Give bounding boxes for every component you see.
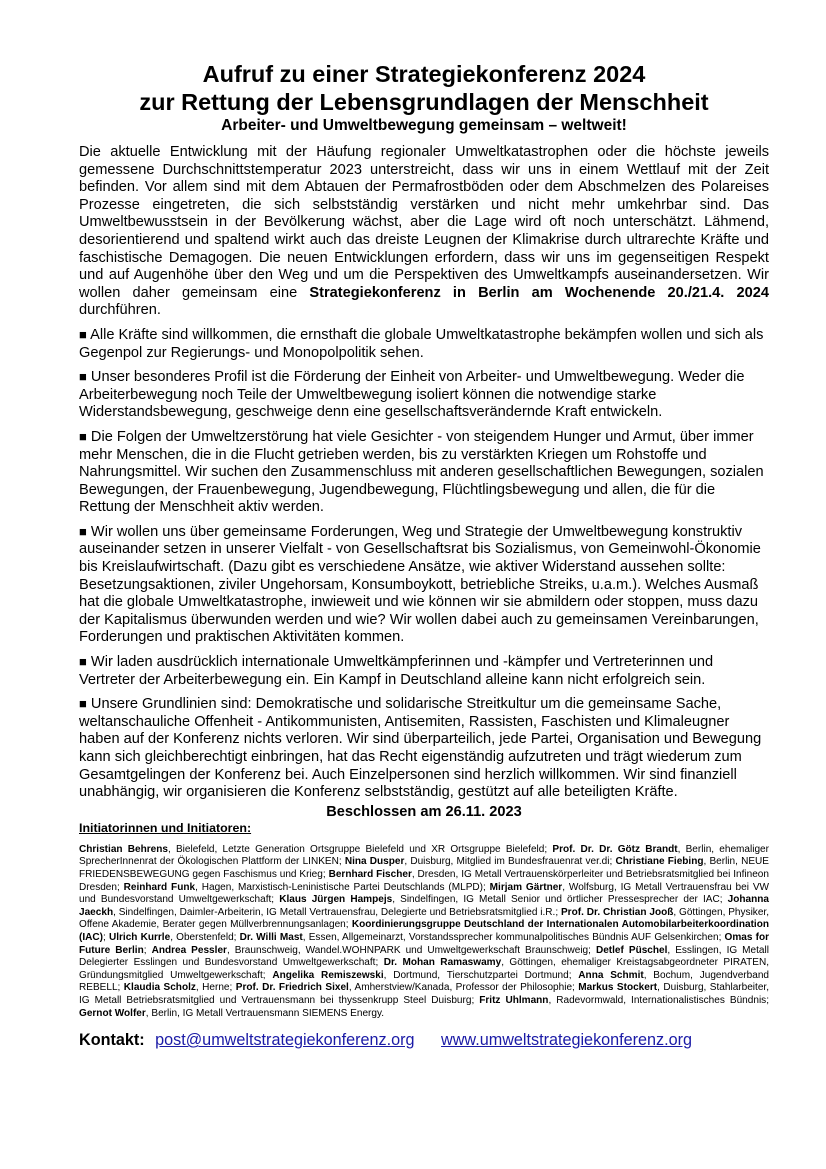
point-2 [79, 368, 769, 422]
initiator-description: , Wolfsburg, IG Metall Vertrauensfrau bei VW und Bundesvorstand Umweltgewerkschaft; [79, 881, 769, 906]
initiator-name: Prof. Dr. Dr. Götz Brandt [552, 843, 678, 855]
initiator-name: Ulrich Kurrle [108, 931, 171, 943]
bullet-icon: ■ [79, 523, 87, 539]
initiator-name: Prof. Dr. Christian Jooß [560, 906, 674, 918]
initiator-description: , Dortmund, Tierschutzpartei Dortmund; [383, 969, 579, 981]
initiator-name: Prof. Dr. Friedrich Sixel [235, 982, 349, 994]
title-line-1: Aufruf zu einer Strategiekonferenz 2024 [202, 61, 646, 87]
initiator-description: , Duisburg, Stahlarbeiter, IG Metall Betriebsratsmitglied und Vertrauensmann bei thyssenkrupp Steel Duisburg; [79, 982, 769, 1006]
initiator-name: Detlef Püschel [595, 944, 668, 956]
initiator-name: Dr. Willi Mast [239, 931, 303, 943]
initiator-description: , Bochum, Jugendverband REBELL; [79, 969, 769, 994]
intro-conference-date: Strategiekonferenz in Berlin am Wochenende 20./21.4. 2024 [309, 284, 769, 301]
resolution-date: Beschlossen am 26.11. 2023 [326, 803, 522, 820]
initiator-description: , Göttingen, Physiker, Offene Akademie, Berater gegen Müllverbrennungsanlagen; [79, 906, 769, 931]
initiator-description: , Radevormwald, Internationalistisches Bündnis; [548, 994, 769, 1006]
initiator-description: , Sindelfingen, Daimler-Arbeiterin, IG Metall Vertrauensfrau, Delegierte und Betriebsratsmitglied i.R.; [113, 906, 561, 918]
initiator-name: Fritz Uhlmann [479, 994, 549, 1006]
contact-website-link[interactable]: www.umweltstrategiekonferenz.org [441, 1031, 693, 1050]
intro-paragraph [79, 144, 769, 320]
initiator-description: , Sindelfingen, IG Metall Senior und örtlicher Pressesprecher der IAC; [392, 894, 728, 906]
initiator-name: Johanna Jaeckh [79, 894, 769, 918]
initiator-name: Koordinierungsgruppe Deutschland der Internationalen Automobilarbeiterkoordination (IAC) [79, 919, 769, 943]
point-text: Die Folgen der Umweltzerstörung hat viele Gesichter - von steigendem Hunger und Armut, über immer mehr Menschen, die in die Flucht getrieben werden, bis zu verstärkten Kriegen um Rohstoffe und Nahrungsmittel. Wir suchen den Zusammenschluss mit anderen gesellschaftlichen Bewegungen, sozialen Bewegungen, der Frauenbewegung, Jugendbewegung, Flüchtlingsbewegung und allen, die für die Rettung der Menschheit aktiv werden. [79, 428, 764, 516]
initiator-description: ; [103, 931, 109, 943]
point-4 [79, 523, 769, 647]
intro-text: Die aktuelle Entwicklung mit der Häufung regionaler Umweltkatastrophen oder die höchste jeweils gemessene Durchschnittstemperatur 2023 unterstreicht, dass wir uns in einem Wettlauf mit der Zeit befinden. Vor allem sind mit dem Abtauen der Permafrostböden oder dem Abschmelzen des Polareises Prozesse eingetreten, die sich selbstständig verstärken und nicht mehr umkehrbar sind. Das Umweltbewusstsein in der Bevölkerung wächst, aber die Lage wird oft noch unterschätzt. Lähmend, desorientierend und spaltend wirkt auch das dreiste Leugnen der Klimakrise durch ultrarechte Kräfte und faschistische Demagogen. Die neuen Entwicklungen erfordern, dass wir uns im gegenseitigen Respekt und auf Augenhöhe über den Weg und um die Perspektiven des Umweltkampfs auseinandersetzen. Wir wollen daher gemeinsam eine [79, 144, 769, 301]
document-page [79, 60, 769, 1050]
bullet-icon: ■ [79, 428, 87, 444]
initiator-description: , Dresden, IG Metall Vertrauenskörperleiter und Betriebsratsmitglied bei Infineon Dresden; [79, 868, 769, 893]
point-text: Wir laden ausdrücklich internationale Umweltkämpferinnen und -kämpfer und Vertreterinnen und Vertreter der Arbeiterbewegung ein. Ein Kampf in Deutschland alleine kann nicht erfolgreich sein. [79, 654, 714, 688]
initiator-description: , Göttingen, ehemaliger Kreistagsabgeordneter PIRATEN, Gründungsmitglied Umweltgewerkschaft; [79, 957, 769, 981]
point-text: Unsere Grundlinien sind: Demokratische und solidarische Streitkultur um die gemeinsame Sache, weltanschauliche Offenheit - Antikommunisten, Antisemiten, Rassisten, Faschisten und Klimaleugner haben auf der Konferenz nichts verloren. Wir sind überparteilich, jede Partei, Organisation und Bewegung kann sich gleichberechtigt einbringen, hat das Recht eigenständig aufzutreten und trägt wiederum zum Gesamtgelingen der Konferenz bei. Auch Einzelpersonen sind herzlich willkommen. Wir sind finanziell unabhängig, wir organisieren die Konferenz selbstständig, gestützt auf alle beteiligten Kräfte. [79, 696, 762, 801]
bullet-icon: ■ [79, 654, 87, 670]
bullet-icon: ■ [79, 369, 87, 385]
initiator-description: , Essen, Allgemeinarzt, Vorstandssprecher kommunalpolitisches Bündnis AUF Gelsenkirchen; [302, 931, 725, 943]
initiator-description: , Esslingen, IG Metall Delegierter Esslingen und Bundesvorstand Umweltgewerkschaft; [79, 944, 769, 969]
initiator-name: Klaudia Scholz [123, 982, 196, 994]
initiator-description: , Duisburg, Mitglied im Bundesfrauenrat ver.di; [404, 856, 616, 868]
intro-end: durchführen. [79, 302, 161, 319]
point-6 [79, 695, 769, 802]
initiator-name: Klaus Jürgen Hampejs [279, 894, 393, 906]
initiator-description: , Oberstenfeld; [170, 931, 240, 943]
point-text: Unser besonderes Profil ist die Förderung der Einheit von Arbeiter- und Umweltbewegung. Weder die Arbeiterbewegung noch Teile der Umweltbewegung isoliert können die notwendige starke Widerstandsbewegung, geschweige denn eine gesellschaftsverändernde Kraft entwickeln. [79, 369, 745, 421]
initiator-description: , Berlin, ehemaliger SprecherInnenrat der Ökologischen Plattform der LINKEN; [79, 843, 769, 868]
initiator-name: Reinhard Funk [123, 881, 196, 893]
initiator-name: Omas for Future Berlin [79, 931, 770, 956]
initiator-name: Mirjam Gärtner [489, 881, 563, 893]
initiator-description: , Bielefeld, Letzte Generation Ortsgruppe Bielefeld und XR Ortsgruppe Bielefeld; [167, 843, 553, 855]
initiator-description: , Braunschweig, Wandel.WOHNPARK und Umweltgewerkschaft Braunschweig; [226, 944, 596, 956]
contact-email-link[interactable]: post@umweltstrategiekonferenz.org [155, 1031, 415, 1050]
bullet-icon: ■ [79, 326, 87, 342]
title-line-2: zur Rettung der Lebensgrundlagen der Menschheit [139, 89, 709, 115]
initiator-name: Christian Behrens [79, 843, 168, 855]
subtitle: Arbeiter- und Umweltbewegung gemeinsam – weltweit! [221, 117, 627, 134]
initiator-name: Nina Dusper [344, 856, 405, 868]
page-title [79, 60, 769, 116]
point-5 [79, 653, 769, 689]
contact-line [79, 1030, 769, 1050]
initiators-list [79, 844, 769, 1020]
point-text: Wir wollen uns über gemeinsame Forderungen, Weg und Strategie der Umweltbewegung konstruktiv auseinander setzen in unserer Vielfalt - von Gesellschaftsrat bis Sozialismus, von Gemeinwohl-Ökonomie bis Kreislaufwirtschaft. (Dazu gibt es verschiedene Ansätze, wie aktiver Widerstand aussehen sollte: Besetzungsaktionen, ziviler Ungehorsam, Konsumboykott, betriebliche Streiks, u.a.m.). Welches Ausmaß hat die globale Umweltkatastrophe, inwieweit und wie können wir sie abmildern oder stoppen, muss dazu der Kapitalismus überwunden werden und wie? Wir wollen dabei auch zu gemeinsamen Vereinbarungen, Forderungen und praktischen Aktivitäten kommen. [79, 523, 761, 646]
initiator-name: Bernhard Fischer [328, 868, 412, 880]
point-text: Alle Kräfte sind willkommen, die ernsthaft die globale Umweltkatastrophe bekämpfen wollen und sich als Gegenpol zur Regierungs- und Monopolpolitik sehen. [79, 326, 764, 361]
initiator-name: Markus Stockert [578, 982, 658, 994]
initiator-name: Angelika Remiszewski [272, 969, 384, 981]
point-1 [79, 326, 769, 362]
initiators-heading: Initiatorinnen und Initiatoren: [79, 820, 252, 835]
initiator-description: , Amherstview/Kanada, Professor der Philosophie; [348, 982, 579, 994]
initiator-name: Christiane Fiebing [615, 856, 704, 868]
initiator-description: , Berlin, IG Metall Vertrauensmann SIEMENS Energy. [145, 1007, 385, 1019]
initiator-name: Dr. Mohan Ramaswamy [383, 957, 502, 969]
point-3 [79, 428, 769, 517]
initiator-description: , Hagen, Marxistisch-Leninistische Partei Deutschlands (MLPD); [195, 881, 490, 893]
initiator-description: ; [143, 944, 152, 956]
initiator-description: , Berlin, NEUE FRIEDENSBEWEGUNG gegen Faschismus und Krieg; [79, 856, 769, 880]
initiator-name: Anna Schmit [578, 969, 644, 981]
initiator-name: Gernot Wolfer [79, 1007, 146, 1019]
bullet-icon: ■ [79, 696, 87, 712]
contact-label: Kontakt: [79, 1031, 145, 1050]
initiator-description: , Herne; [195, 982, 236, 994]
initiator-name: Andrea Pessler [151, 944, 227, 956]
